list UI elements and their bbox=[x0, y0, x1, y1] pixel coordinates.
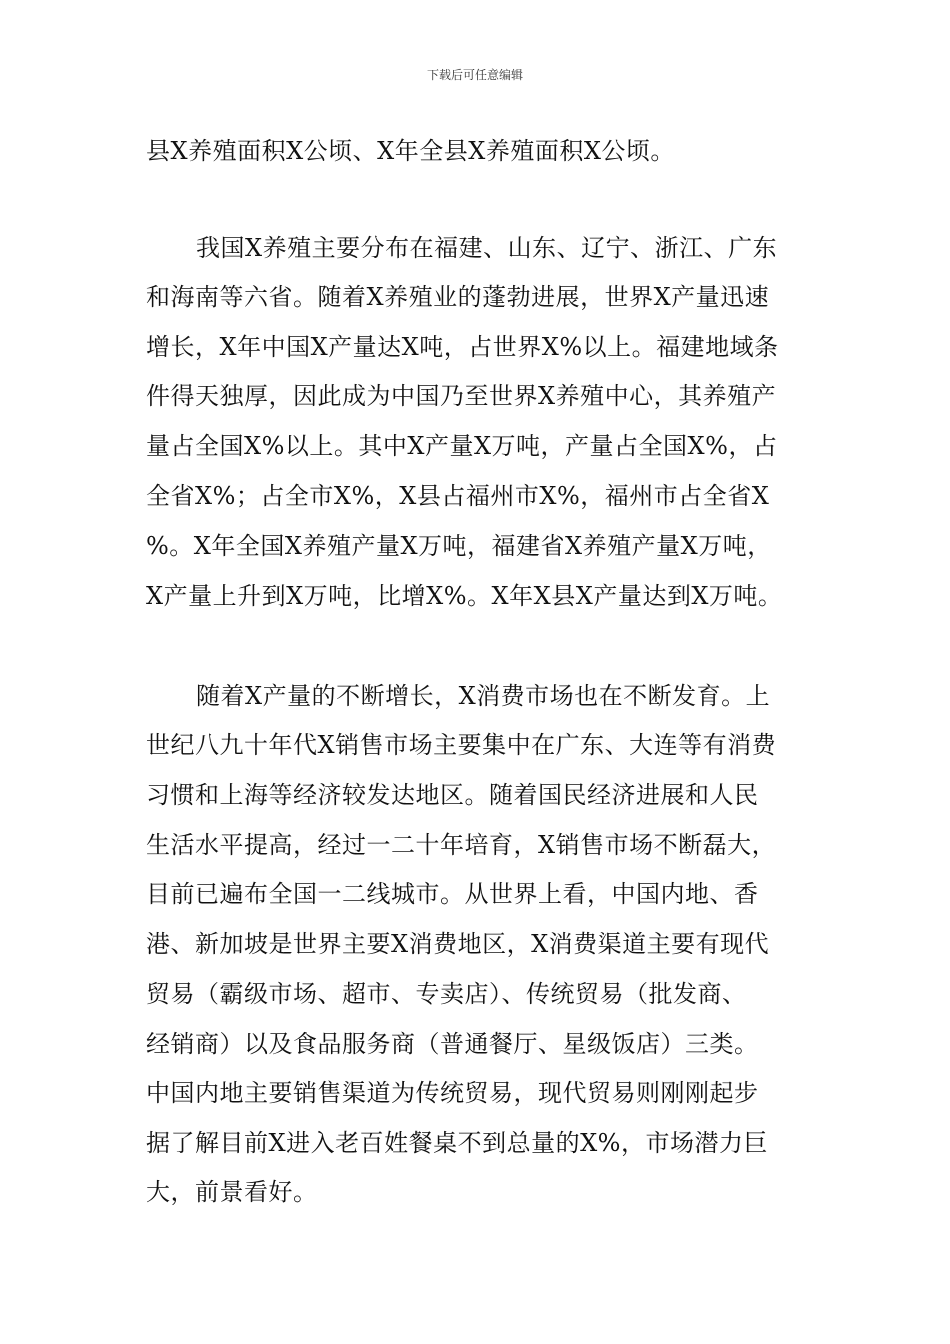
text-line: 据了解目前X进入老百姓餐桌不到总量的X%，市场潜力巨 bbox=[146, 1129, 768, 1157]
text-line: 量占全国X%以上。其中X产量X万吨，产量占全国X%，占 bbox=[146, 432, 778, 460]
text-line: 中国内地主要销售渠道为传统贸易，现代贸易则刚刚起步 bbox=[146, 1079, 759, 1107]
paragraph-first-line: 随着X产量的不断增长，X消费市场也在不断发育。上 bbox=[196, 682, 771, 710]
text-line: 目前已遍布全国一二线城市。从世界上看，中国内地、香 bbox=[146, 880, 759, 908]
text-line: 全省X%；占全市X%，X县占福州市X%，福州市占全省X bbox=[146, 482, 770, 510]
text-line: 世纪八九十年代X销售市场主要集中在广东、大连等有消费 bbox=[146, 731, 777, 759]
text-line: 港、新加坡是世界主要X消费地区，X消费渠道主要有现代 bbox=[146, 930, 770, 958]
text-line: 生活水平提高，经过一二十年培育，X销售市场不断磊大， bbox=[146, 831, 777, 859]
paragraph-first-line: 我国X养殖主要分布在福建、山东、辽宁、浙江、广东 bbox=[196, 234, 778, 262]
text-line: 经销商）以及食品服务商（普通餐厅、星级饭店）三类。 bbox=[146, 1030, 759, 1058]
text-line: 增长，X年中国X产量达X吨，占世界X%以上。福建地域条 bbox=[146, 333, 779, 361]
text-line: X产量上升到X万吨，比增X%。X年X县X产量达到X万吨。 bbox=[146, 582, 783, 610]
page-header: 下载后可任意编辑 bbox=[426, 68, 523, 82]
text-line: 和海南等六省。随着X养殖业的蓬勃进展，世界X产量迅速 bbox=[146, 283, 770, 311]
text-line: 县X养殖面积X公顷、X年全县X养殖面积X公顷。 bbox=[146, 137, 675, 165]
text-line: 件得天独厚，因此成为中国乃至世界X养殖中心，其养殖产 bbox=[146, 382, 777, 410]
text-line: %。X年全国X养殖产量X万吨，福建省X养殖产量X万吨， bbox=[146, 532, 772, 560]
text-line: 习惯和上海等经济较发达地区。随着国民经济进展和人民 bbox=[146, 781, 759, 809]
text-line: 大，前景看好。 bbox=[146, 1178, 318, 1206]
text-line: 贸易（霸级市场、超市、专卖店）、传统贸易（批发商、 bbox=[146, 980, 747, 1008]
